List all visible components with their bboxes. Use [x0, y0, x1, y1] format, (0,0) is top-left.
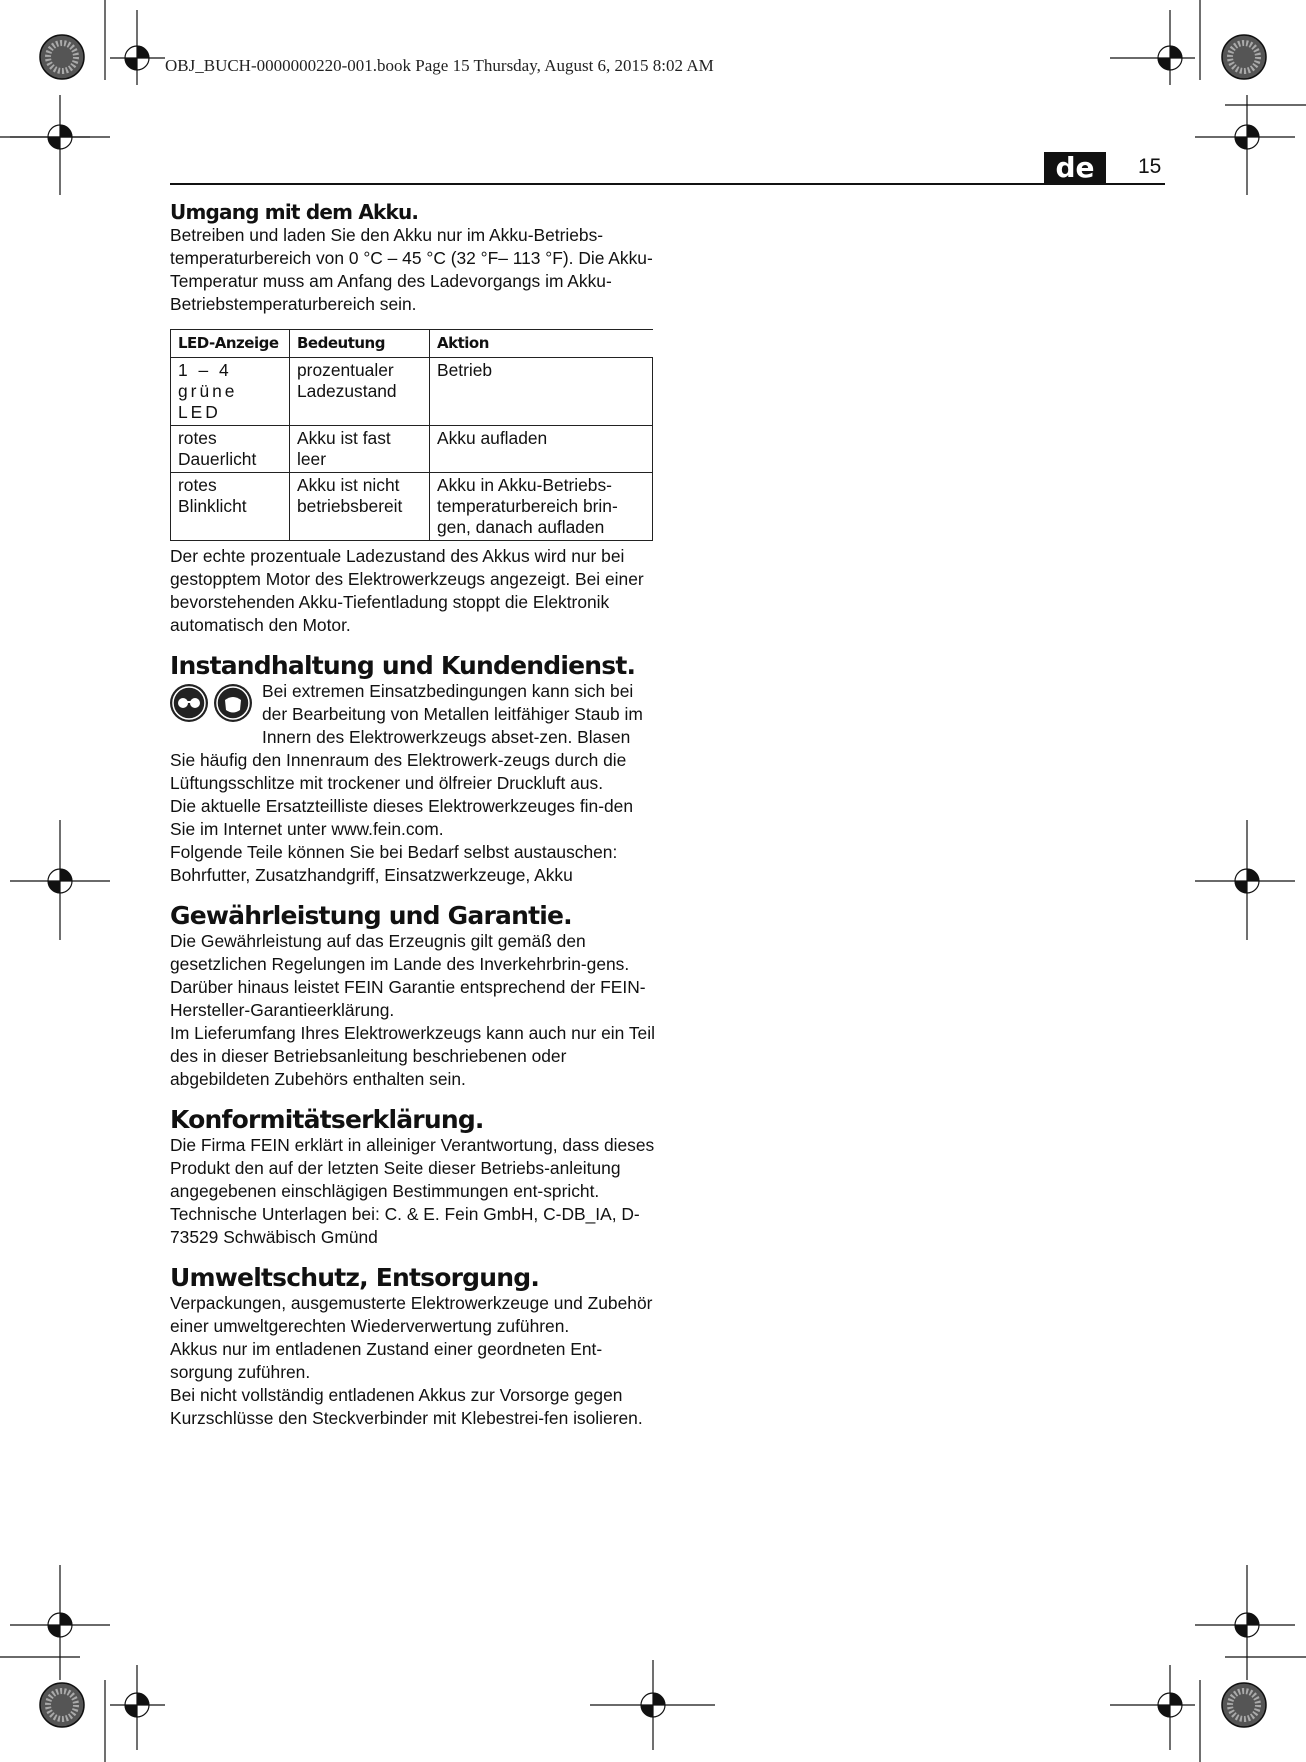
- warranty-p2: Im Lieferumfang Ihres Elektrowerkzeugs kann auch nur ein Teil des in dieser Betriebsanleitung beschriebenen oder abgebildeten Zubehörs enthalten sein.: [170, 1023, 655, 1089]
- language-badge: de: [1044, 152, 1106, 184]
- environment-p1: Verpackungen, ausgemusterte Elektrowerkzeuge und Zubehör einer umweltgerechten Wiederverwertung zuführen.: [170, 1293, 653, 1336]
- safety-goggles-icon: [170, 684, 208, 722]
- table-cell: 1 – 4 grüne LED: [171, 358, 290, 426]
- table-cell: rotes Blinklicht: [171, 473, 290, 541]
- warranty-p1: Die Gewährleistung auf das Erzeugnis gilt gemäß den gesetzlichen Regelungen im Lande des Inverkehrbrin-gens. Darüber hinaus leistet FEIN Garantie entsprechend der FEIN-Hersteller-Garantieerklärung.: [170, 931, 646, 1020]
- table-row: [171, 426, 653, 473]
- led-table: [170, 329, 653, 541]
- dust-mask-icon: [214, 684, 252, 722]
- table-cell: Akku in Akku-Betriebs-temperaturbereich brin-gen, danach aufladen: [430, 473, 653, 541]
- page-number: 15: [1138, 155, 1162, 178]
- section-title-environment: Umweltschutz, Entsorgung.: [170, 1263, 540, 1292]
- service-p1: Bei extremen Einsatzbedingungen kann sich bei der Bearbeitung von Metallen leitfähiger Staub im Innern des Elektrowerkzeugs abset-zen. Blasen Sie häufig den Innenraum des Elektrowerk-zeugs durch die Lüftungsschlitze mit trockener und ölfreier Druckluft aus.: [170, 681, 643, 793]
- environment-p2: Akkus nur im entladenen Zustand einer geordneten Ent-sorgung zuführen.: [170, 1339, 603, 1382]
- table-header-cell: Bedeutung: [290, 330, 430, 358]
- table-header-cell: LED-Anzeige: [171, 330, 290, 358]
- section-title-akku: Umgang mit dem Akku.: [170, 200, 419, 224]
- led-table-header: [171, 330, 653, 358]
- table-cell: Akku aufladen: [430, 426, 653, 473]
- table-cell: prozentualer Ladezustand: [290, 358, 430, 426]
- header-rule: [170, 183, 1165, 185]
- akku-intro: Betreiben und laden Sie den Akku nur im Akku-Betriebs-temperaturbereich von 0 °C – 45 °C (32 °F– 113 °F). Die Akku-Temperatur muss am Anfang des Ladevorgangs im Akku-Betriebstemperaturbereich sein.: [170, 225, 653, 314]
- table-cell: Akku ist fast leer: [290, 426, 430, 473]
- safety-icons: [170, 680, 262, 730]
- conformity-p1: Die Firma FEIN erklärt in alleiniger Verantwortung, dass dieses Produkt den auf der letzten Seite dieser Betriebs-anleitung angegebenen einschlägigen Bestimmungen ent-spricht.: [170, 1135, 655, 1201]
- service-p2: Die aktuelle Ersatzteilliste dieses Elektrowerkzeuges fin-den Sie im Internet unter www.fein.com.: [170, 796, 634, 839]
- table-cell: Betrieb: [430, 358, 653, 426]
- environment-p3: Bei nicht vollständig entladenen Akkus zur Vorsorge gegen Kurzschlüsse den Steckverbinder mit Klebestrei-fen isolieren.: [170, 1385, 643, 1428]
- table-row: [171, 473, 653, 541]
- table-cell: Akku ist nicht betriebsbereit: [290, 473, 430, 541]
- table-row: [171, 358, 653, 426]
- content-column: [170, 200, 660, 1430]
- section-title-service: Instandhaltung und Kundendienst.: [170, 651, 636, 680]
- akku-after-table: Der echte prozentuale Ladezustand des Akkus wird nur bei gestopptem Motor des Elektrowerkzeugs angezeigt. Bei einer bevorstehenden Akku-Tiefentladung stoppt die Elektronik automatisch den Motor.: [170, 546, 644, 635]
- section-title-conformity: Konformitätserklärung.: [170, 1105, 484, 1134]
- service-p3: Folgende Teile können Sie bei Bedarf selbst austauschen: Bohrfutter, Zusatzhandgriff, Einsatzwerkzeuge, Akku: [170, 842, 618, 885]
- table-cell: rotes Dauerlicht: [171, 426, 290, 473]
- table-header-cell: Aktion: [430, 330, 653, 358]
- print-info: OBJ_BUCH-0000000220-001.book Page 15 Thursday, August 6, 2015 8:02 AM: [165, 56, 714, 75]
- section-title-warranty: Gewährleistung und Garantie.: [170, 901, 572, 930]
- conformity-p2: Technische Unterlagen bei: C. & E. Fein GmbH, C-DB_IA, D-73529 Schwäbisch Gmünd: [170, 1204, 640, 1247]
